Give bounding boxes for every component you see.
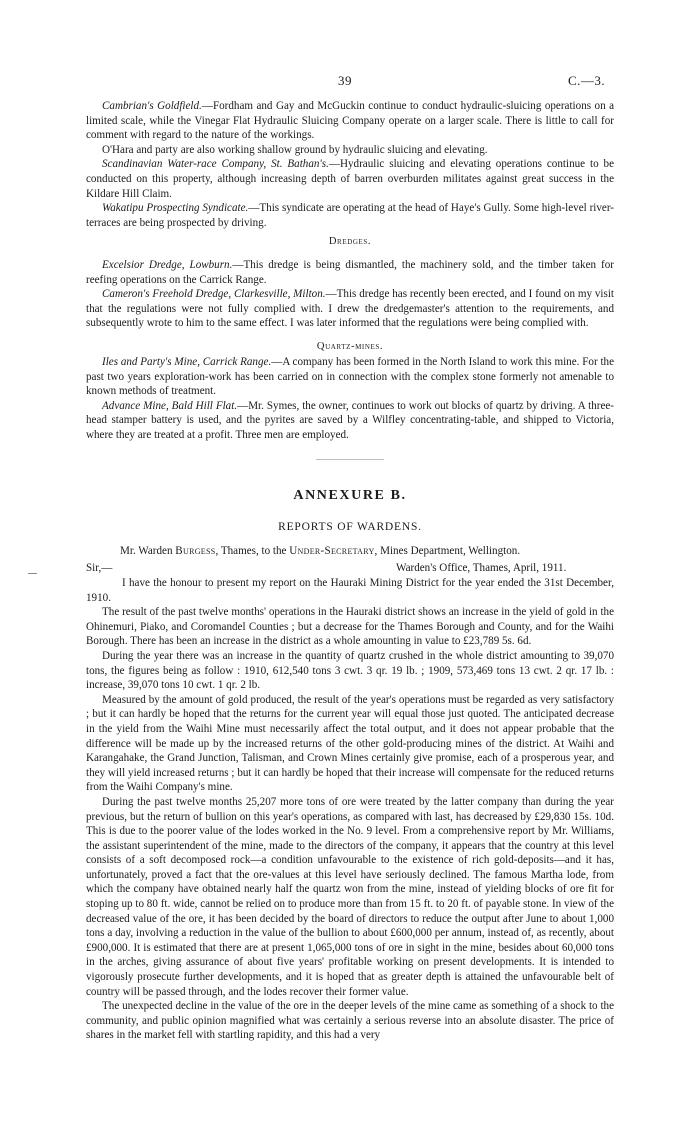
dredges-heading: Dredges. — [328, 236, 372, 247]
warden-name: Burgess — [175, 545, 216, 557]
paragraph: During the past twelve months 25,207 more tons of ore were treated by the latter company than during the year previous, but the return of bullion on this year's operations, as compared with last, has decreased by £29,830 15s. 10d. This is due to the poorer value of the lodes worked in the No. 9 level. From a comprehensive report by Mr. Williams, the assistant superintendent of the mine, made to the directors of the company, it appears that the country at this level consists of a soft decomposed rock—a condition unfavourable to the existence of rich gold-deposits—and it has, unfortunately, proved a fact that the ore-values at this level have seriously declined. The famous Martha lode, from which the company have obtained nearly half the quartz won from the mine, instead of yielding blocks of ore fit for stoping up to 80 ft. wide, cannot be relied on to produce more than from 15 ft. to 20 ft. of payable stone. In view of the decreased value of the ore, it has been decided by the board of directors to reduce the output after June to about 1,000 tons a day, involving a reduction in the value of the bullion to about £600,000 per annum, instead of, as recently, about £900,000. It is estimated that there are at present 1,065,000 tons of ore in sight in the mine, besides about 60,000 tons in the arches, giving assurance of about five years' profitable working on present developments. It is intended to vigorously prosecute further developments, and it is hoped that as greater depth is attained the unfavourable belt of country will be passed through, and the lodes recover their former value. — [86, 795, 614, 998]
paragraph: Cambrian's Goldfield.—Fordham and Gay and McGuckin continue to conduct hydraulic-sluicing operations on a limited scale, while the Vinegar Flat Hydraulic Sluicing Company operate on a larger scale. There is little to call for comment with regard to the nature of the workings. — [86, 100, 615, 142]
report-body — [86, 576, 614, 1043]
quartz-mines-section — [86, 355, 614, 443]
paragraph: Excelsior Dredge, Lowburn.—This dredge is being dismantled, the machinery sold, and the timber taken for reefing operations on the Carrick Range. — [86, 259, 614, 286]
page-number: 39 — [338, 73, 352, 88]
recipient-title: Under-Secretary — [289, 545, 375, 557]
paragraph: Measured by the amount of gold produced, the result of the year's operations must be regarded as very satisfactory ; but it can hardly be hoped that the returns for the current year will equal those just quoted. The anticipated decrease in the yield from the Waihi Mine must necessarily affect the total output, and it does not appear probable that the difference will be made up by the increased returns of the other gold-producing mines of the district. At Waihi and Karangahake, the Grand Junction, Talisman, and Crown Mines certainly give promise, each of a prosperous year, and they will yield increased returns ; but it can hardly be hoped that their increase will compensate for the reduced returns from the Waihi Company's mine. — [86, 693, 614, 794]
paragraph: Scandinavian Water-race Company, St. Bathan's.—Hydraulic sluicing and elevating operations continue to be conducted on this property, although increasing depth of barren overburden militates against great success in the Kildare Hill Claim. — [86, 158, 614, 200]
section-divider — [316, 459, 384, 460]
paragraph: I have the honour to present my report on the Hauraki Mining District for the year ended the 31st December, 1910. — [86, 577, 614, 604]
paragraph: Cameron's Freehold Dredge, Clarkesville, Milton.—This dredge has recently been erected, and I found on my visit that the regulations were not fully complied with. I drew the dredgemaster's attention to the requirements, and subsequently wrote to him to the same effect. I was later informed that the regulations were being complied with. — [86, 288, 614, 330]
dredges-section — [86, 258, 614, 331]
paragraph: The result of the past twelve months' operations in the Hauraki district shows an increase in the yield of gold in the Ohinemuri, Piako, and Coromandel Counties ; but a decrease for the Thames Borough and County, and for the Waihi Borough. There has been an increase in the district as a whole amounting in value to £23,789 5s. 6d. — [86, 606, 614, 648]
salutation: Sir,— — [86, 562, 113, 574]
document-reference: C.—3. — [568, 73, 606, 88]
paragraph: Wakatipu Prospecting Syndicate.—This syndicate are operating at the head of Haye's Gully. Some high-level river-terraces are being prospected by driving. — [86, 202, 614, 229]
sluicing-section — [86, 99, 614, 230]
paragraph: The unexpected decline in the value of the ore in the deeper levels of the mine came as something of a shock to the community, and public opinion magnified what was certainly a serious reverse into an absolute disaster. The price of shares in the market fell with startling rapidity, and this had a very — [86, 1000, 614, 1042]
paragraph: O'Hara and party are also working shallow ground by hydraulic sluicing and elevating. — [102, 143, 488, 156]
annexure-title: ANNEXURE B. — [293, 488, 407, 503]
margin-mark — [28, 573, 37, 574]
paragraph: Advance Mine, Bald Hill Flat.—Mr. Symes, the owner, continues to work out blocks of quartz by driving. A three-head stamper battery is used, and the pyrites are saved by a Wilfley concentrating-table, and shipped to Victoria, where they are treated at a profit. Three men are employed. — [86, 399, 614, 441]
paragraph: Iles and Party's Mine, Carrick Range.—A company has been formed in the North Island to work this mine. For the past two years exploration-work has been carried on in connection with the complex stone formerly not amenable to known methods of treatment. — [86, 356, 614, 398]
report-address: Mr. Warden Burgess, Thames, to the Under-Secretary, Mines Department, Wellington. — [120, 545, 521, 557]
annexure-subtitle: REPORTS OF WARDENS. — [278, 521, 422, 533]
paragraph: During the year there was an increase in the quantity of quartz crushed in the whole district amounting to 39,070 tons, the figures being as follow : 1910, 612,540 tons 3 cwt. 3 qr. 19 lb. ; 1909, 573,469 tons 13 cwt. 2 qr. 17 lb. : increase, 39,070 tons 10 cwt. 1 qr. 2 lb. — [86, 649, 614, 692]
quartz-mines-heading: Quartz-mines. — [316, 341, 384, 352]
office-and-date: Warden's Office, Thames, April, 1911. — [396, 562, 567, 574]
